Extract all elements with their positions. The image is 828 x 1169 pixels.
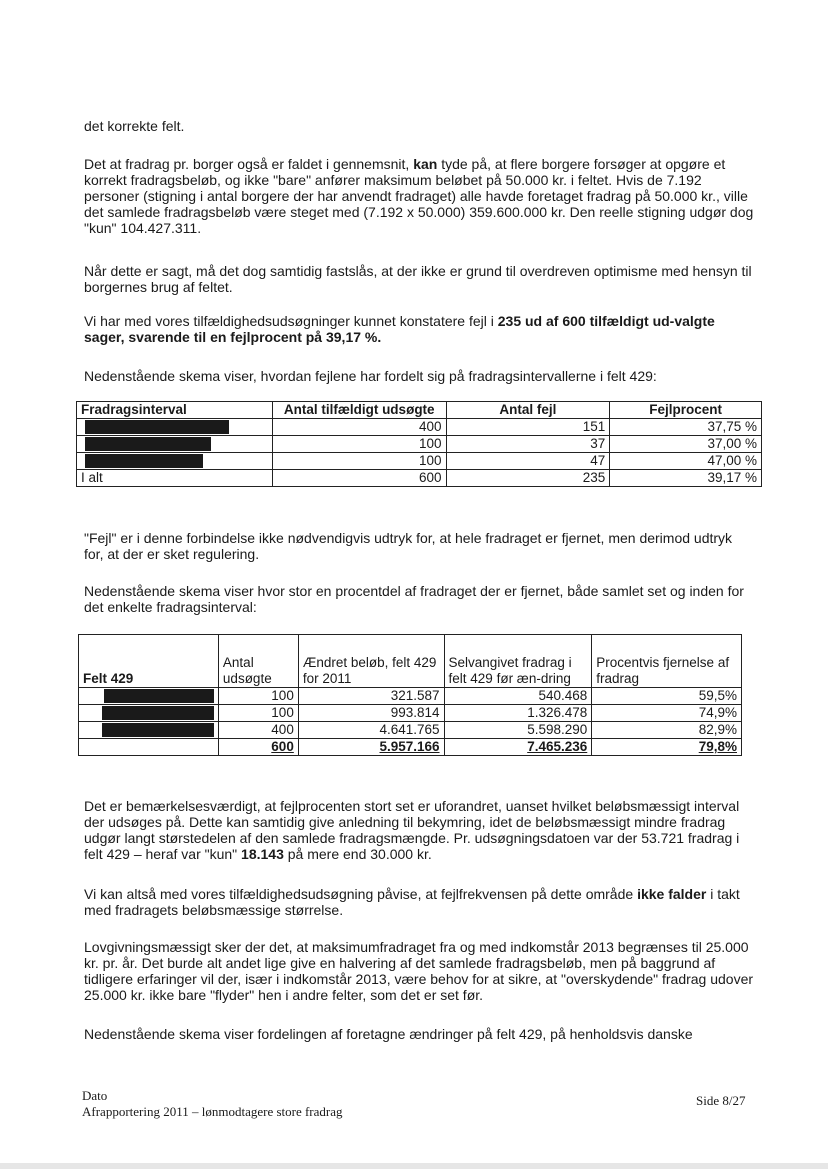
cell: 400 — [218, 722, 298, 739]
cell: 37,75 % — [610, 419, 762, 436]
cell: 235 — [446, 470, 610, 487]
header-cell: Fejlprocent — [610, 402, 762, 419]
cell: 100 — [272, 453, 446, 470]
header-cell: Antal fejl — [446, 402, 610, 419]
redaction-block — [85, 454, 203, 468]
header-cell: Ændret beløb, felt 429 for 2011 — [298, 635, 444, 688]
cell: 100 — [272, 436, 446, 453]
paragraph-observation — [84, 798, 754, 862]
cell: 540.468 — [444, 688, 592, 705]
table-row — [77, 436, 762, 453]
text: Det er bemærkelsesværdigt, at fejlprocenten stort set er uforandret, uanset hvilket beløbsmæssigt interval der udsøges på. Dette kan samtidig give anledning til bekymring, idet de beløbsmæssigt mindre fradrag udgør langt størstedelen af den samlede fradragsmængde. Pr. udsøgningsdatoen var der 53.721 fradrag i felt 429 – heraf var "kun" — [84, 798, 740, 862]
redaction-block — [102, 723, 214, 737]
cell: 37,00 % — [610, 436, 762, 453]
footer-date: Dato — [82, 1088, 108, 1103]
redaction-block — [85, 437, 211, 451]
text: Det at fradrag pr. borger også er faldet i gennemsnit, — [84, 156, 414, 172]
paragraph-error-findings — [84, 313, 754, 345]
paragraph-legislation: Lovgivningsmæssigt sker der det, at maksimumfradraget fra og med indkomstår 2013 begrænses til 25.000 kr. pr. år. Det burde alt andet lige give en halvering af det samlede fradragsbeløb, men på baggrund af tidligere erfaringer vil der, især i indkomstår 2013, være behov for at sikre, at "overskydende" fradrag udover 25.000 kr. ikke bare "flyder" hen i andre felter, som det er set før. — [84, 939, 754, 1003]
cell: 100 — [218, 705, 298, 722]
emphasis-text: 235 ud af 600 tilfældigt ud-valgte sager, svarende til en fejlprocent på 39,17 %. — [84, 313, 715, 345]
cell: 600 — [272, 470, 446, 487]
table-row — [79, 705, 742, 722]
table-row — [79, 722, 742, 739]
interval-cell — [77, 453, 273, 470]
header-cell: Selvangivet fradrag i felt 429 før æn-dring — [444, 635, 592, 688]
scan-edge — [0, 1163, 828, 1169]
footer-page-number: Side 8/27 — [696, 1093, 746, 1108]
redaction-block — [102, 706, 214, 720]
text: i takt med fradragets beløbsmæssige størrelse. — [84, 886, 740, 918]
felt-cell — [79, 722, 219, 739]
table-row — [77, 419, 762, 436]
cell: 321.587 — [298, 688, 444, 705]
header-cell: Antal udsøgte — [218, 635, 298, 688]
emphasis-text: ikke falder — [637, 886, 707, 902]
paragraph-optimism: Når dette er sagt, må det dog samtidig fastslås, at der ikke er grund til overdreven optimisme med hensyn til borgernes brug af feltet. — [84, 263, 752, 295]
cell: 100 — [218, 688, 298, 705]
cell: 600 — [218, 739, 298, 756]
interval-cell — [77, 419, 273, 436]
text: Vi har med vores tilfældighedsudsøgninger kunnet konstatere fejl i — [84, 313, 498, 329]
cell: 1.326.478 — [444, 705, 592, 722]
cell: 47,00 % — [610, 453, 762, 470]
redaction-block — [85, 420, 229, 434]
interval-cell — [77, 436, 273, 453]
cell: 5.598.290 — [444, 722, 592, 739]
footer-report-title: Afrapportering 2011 – lønmodtagere store fradrag — [82, 1104, 343, 1119]
error-distribution-table — [76, 401, 762, 487]
felt-cell — [79, 705, 219, 722]
text: tyde på, at flere borgere forsøger at opgøre et korrekt fradragsbeløb, og ikke "bare" anfører maksimum beløbet på 50.000 kr. i feltet. Hvis de 7.192 personer (stigning i antal borgere der har anvendt fradraget) alle havde foretaget fradrag på 50.000 kr., ville det samlede fradragsbeløb være steget med (7.192 x 50.000) 359.600.000 kr. Den reelle stigning udgør dog "kun" 104.427.311. — [84, 156, 754, 236]
paragraph-error-definition: "Fejl" er i denne forbindelse ikke nødvendigvis udtryk for, at hele fradraget er fjernet, men derimod udtryk for, at der er sket regulering. — [84, 530, 733, 562]
cell: 7.465.236 — [444, 739, 592, 756]
cell: 400 — [272, 419, 446, 436]
text: på mere end 30.000 kr. — [283, 846, 432, 862]
cell: 59,5% — [592, 688, 742, 705]
text: Vi kan altså med vores tilfældighedsudsøgning påvise, at fejlfrekvensen på dette område — [84, 886, 638, 902]
paragraph-table3-intro: Nedenstående skema viser fordelingen af foretagne ændringer på felt 429, på henholdsvis danske — [84, 1026, 693, 1042]
paragraph-table2-intro: Nedenstående skema viser hvor stor en procentdel af fradraget der er fjernet, både samlet set og inden for det enkelte fradragsinterval: — [84, 583, 744, 615]
cell: 74,9% — [592, 705, 742, 722]
cell: 151 — [446, 419, 610, 436]
paragraph-intro: det korrekte felt. — [84, 118, 185, 134]
paragraph-conclusion — [84, 886, 754, 918]
paragraph-table1-intro: Nedenstående skema viser, hvordan fejlene har fordelt sig på fradragsintervallerne i felt 429: — [84, 368, 657, 384]
emphasis-text: kan — [413, 156, 438, 172]
cell: 39,17 % — [610, 470, 762, 487]
felt-cell — [79, 739, 219, 756]
header-cell: Antal tilfældigt udsøgte — [272, 402, 446, 419]
table-row — [77, 453, 762, 470]
cell: 993.814 — [298, 705, 444, 722]
felt-cell — [79, 688, 219, 705]
table-header-row — [77, 402, 762, 419]
cell: 82,9% — [592, 722, 742, 739]
cell: 47 — [446, 453, 610, 470]
header-cell: Felt 429 — [79, 635, 219, 688]
header-cell: Fradragsinterval — [77, 402, 273, 419]
table-header-row — [79, 635, 742, 688]
interval-cell: I alt — [77, 470, 273, 487]
cell: 79,8% — [592, 739, 742, 756]
cell: 4.641.765 — [298, 722, 444, 739]
redaction-block — [104, 689, 214, 703]
emphasis-text: 18.143 — [241, 846, 284, 862]
table-row — [79, 688, 742, 705]
paragraph-average-deduction — [84, 156, 754, 236]
deduction-removal-table — [78, 634, 742, 756]
cell: 5.957.166 — [298, 739, 444, 756]
table-total-row — [77, 470, 762, 487]
cell: 37 — [446, 436, 610, 453]
table-total-row — [79, 739, 742, 756]
header-cell: Procentvis fjernelse af fradrag — [592, 635, 742, 688]
